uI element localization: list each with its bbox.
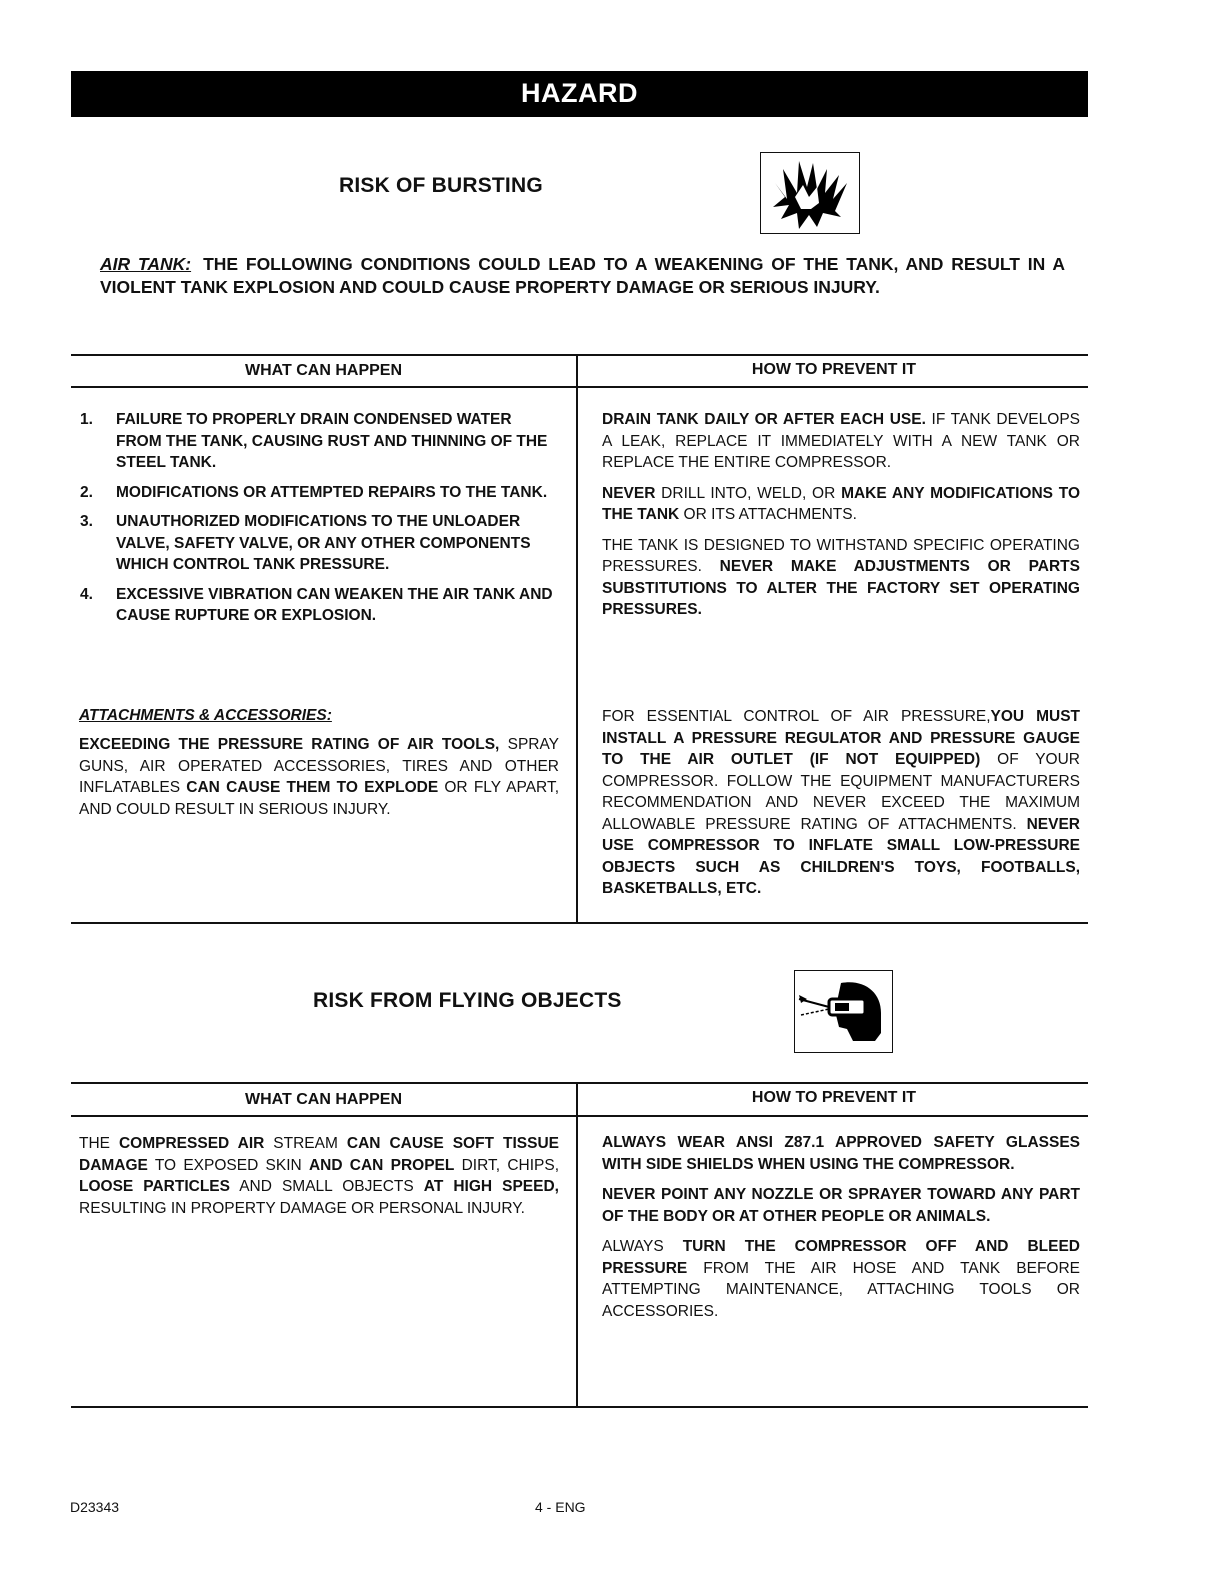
flying-happen: THE COMPRESSED AIR STREAM CAN CAUSE SOFT TISSUE DAMAGE TO EXPOSED SKIN AND CAN PROPEL DIRT, CHIPS, LOOSE PARTICLES AND SMALL OBJECTS AT HIGH SPEED, RESULTING IN PROPERTY DAMAGE OR PERSONAL INJURY. (79, 1135, 559, 1217)
air-tank-text: THE FOLLOWING CONDITIONS COULD LEAD TO A WEAKENING OF THE TANK, AND RESULT IN A VIOLENT TANK EXPLOSION AND COULD CAUSE PROPERTY DAMAGE OR SERIOUS INJURY. (100, 254, 1066, 297)
attachments-prevent: FOR ESSENTIAL CONTROL OF AIR PRESSURE,YOU MUST INSTALL A PRESSURE REGULATOR AND PRESSURE GAUGE TO THE AIR OUTLET (IF NOT EQUIPPED) OF YOUR COMPRESSOR. FOLLOW THE EQUIPMENT MANUFACTURERS RECOMMENDATION AND NEVER EXCEED THE MAXIMUM ALLOWABLE PRESSURE RATING OF ATTACHMENTS. NEVER USE COMPRESSOR TO INFLATE SMALL LOW-PRESSURE OBJECTS SUCH AS CHILDREN'S TOYS, FOOTBALLS, BASKETBALLS, ETC. (602, 708, 1080, 897)
safety-goggles-icon (794, 970, 893, 1053)
table1-top-rule (71, 354, 1088, 356)
attachments-label: ATTACHMENTS & ACCESSORIES: (79, 707, 332, 724)
page-number: 4 - ENG (535, 1499, 586, 1515)
bursting-list (80, 409, 560, 635)
list-item: 1. FAILURE TO PROPERLY DRAIN CONDENSED WATER FROM THE TANK, CAUSING RUST AND THINNING OF THE STEEL TANK. (80, 411, 548, 471)
flying-prevent (602, 1132, 1080, 1331)
list-item: 2. MODIFICATIONS OR ATTEMPTED REPAIRS TO THE TANK. (80, 483, 548, 501)
table2-bottom-rule (71, 1406, 1088, 1408)
table2-header-rule (71, 1115, 1088, 1117)
document-code: D23343 (70, 1499, 120, 1515)
bursting-prevent (602, 409, 1080, 630)
explosion-icon (760, 152, 860, 234)
attachments-happen: EXCEEDING THE PRESSURE RATING OF AIR TOOLS, SPRAY GUNS, AIR OPERATED ACCESSORIES, TIRES AND OTHER INFLATABLES CAN CAUSE THEM TO EXPLODE OR FLY APART, AND COULD RESULT IN SERIOUS INJURY. (79, 736, 560, 818)
table2-col-what: WHAT CAN HAPPEN (244, 1091, 403, 1108)
table2-col-how: HOW TO PREVENT IT (751, 1089, 917, 1106)
hazard-banner: HAZARD (71, 71, 1088, 117)
table1-col-how: HOW TO PREVENT IT (751, 361, 917, 378)
section-title-bursting: RISK OF BURSTING (339, 174, 543, 197)
table1-bottom-rule (71, 922, 1088, 924)
table1-divider (576, 354, 578, 924)
prevent-para-2: NEVER DRILL INTO, WELD, OR MAKE ANY MODIFICATIONS TO THE TANK OR ITS ATTACHMENTS. (602, 484, 1080, 523)
flying-prevent-para-1: ALWAYS WEAR ANSI Z87.1 APPROVED SAFETY GLASSES WITH SIDE SHIELDS WHEN USING THE COMPRESSOR. (602, 1134, 1080, 1173)
flying-prevent-para-2: NEVER POINT ANY NOZZLE OR SPRAYER TOWARD ANY PART OF THE BODY OR AT OTHER PEOPLE OR ANIMALS. (602, 1186, 1080, 1225)
table1-header-rule (71, 386, 1088, 388)
prevent-para-1: DRAIN TANK DAILY OR AFTER EACH USE. IF TANK DEVELOPS A LEAK, REPLACE IT IMMEDIATELY WITH A NEW TANK OR REPLACE THE ENTIRE COMPRESSOR. (602, 411, 1080, 471)
section-title-flying: RISK FROM FLYING OBJECTS (313, 989, 622, 1012)
list-item: 3. UNAUTHORIZED MODIFICATIONS TO THE UNLOADER VALVE, SAFETY VALVE, OR ANY OTHER COMPONENTS WHICH CONTROL TANK PRESSURE. (80, 513, 531, 573)
air-tank-label: AIR TANK: (100, 254, 192, 274)
list-item: 4. EXCESSIVE VIBRATION CAN WEAKEN THE AIR TANK AND CAUSE RUPTURE OR EXPLOSION. (80, 585, 553, 624)
flying-prevent-para-3: ALWAYS TURN THE COMPRESSOR OFF AND BLEED PRESSURE FROM THE AIR HOSE AND TANK BEFORE ATTEMPTING MAINTENANCE, ATTACHING TOOLS OR ACCESSORIES. (602, 1238, 1080, 1320)
table2-top-rule (71, 1082, 1088, 1084)
air-tank-intro (100, 253, 1065, 299)
table2-divider (576, 1082, 578, 1408)
prevent-para-3: THE TANK IS DESIGNED TO WITHSTAND SPECIFIC OPERATING PRESSURES. NEVER MAKE ADJUSTMENTS OR PARTS SUBSTITUTIONS TO ALTER THE FACTORY SET OPERATING PRESSURES. (602, 536, 1080, 618)
table1-col-what: WHAT CAN HAPPEN (244, 362, 403, 379)
